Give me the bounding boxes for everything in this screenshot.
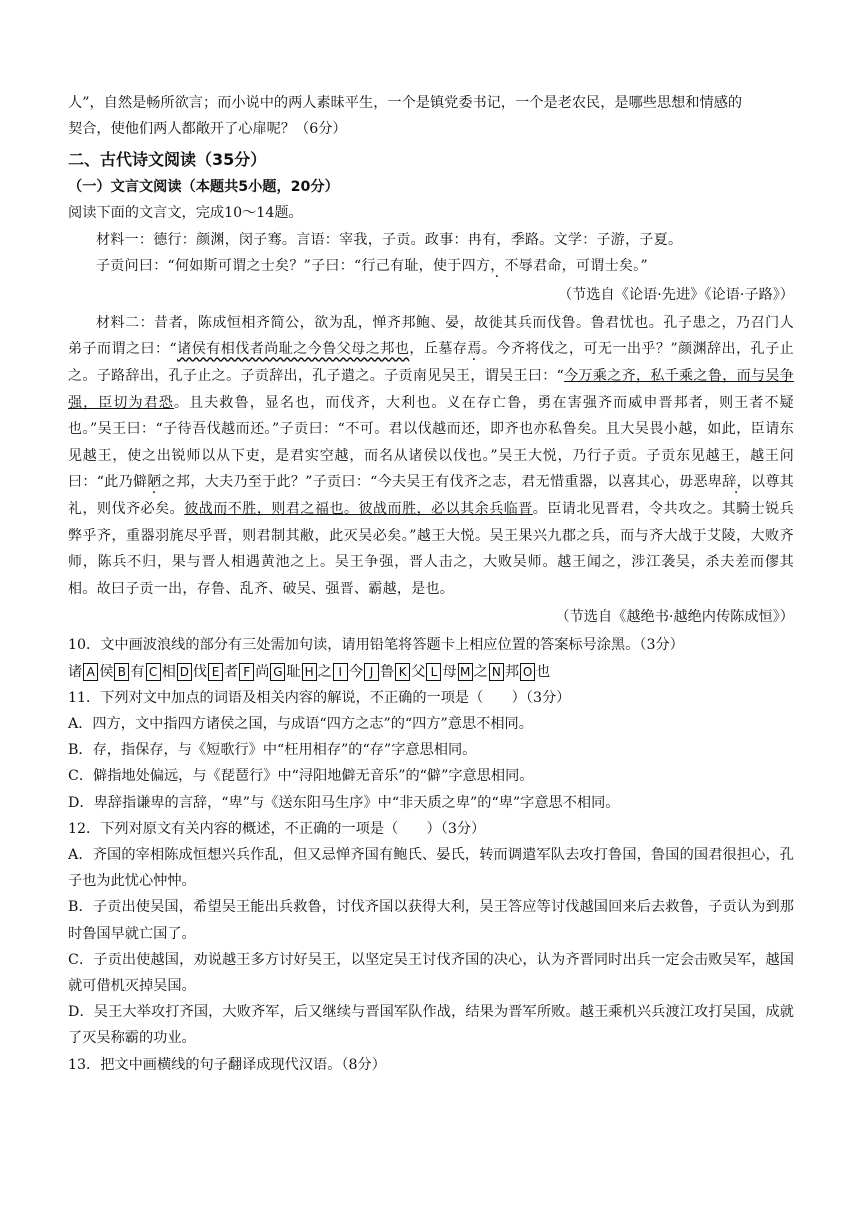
q10-char: 耻 xyxy=(286,663,301,680)
q10-char: 有 xyxy=(130,663,145,680)
q10-answer-box-a[interactable]: A xyxy=(83,663,98,681)
question-10-answer-boxes xyxy=(68,659,794,685)
dotted-word-pi: 僻 xyxy=(132,474,148,491)
material-two xyxy=(68,310,794,603)
q10-char: 相 xyxy=(161,663,176,680)
material-one-line-1: 材料一：德行：颜渊，闵子骞。言语：宰我，子贡。政事：冉有，季路。文学：子游，子夏。 xyxy=(96,231,683,248)
q10-char: 伐 xyxy=(192,663,208,680)
q12-option-c[interactable]: C．子贡出使越国，劝说越王多方讨好吴王，以坚定吴王讨伐齐国的决心，认为齐晋同时出兵一定会击败吴军，越国就可借机灭掉吴国。 xyxy=(68,951,794,995)
q10-answer-box-e[interactable]: E xyxy=(208,663,223,681)
material-one-text-b: ，不辱君命，可谓士矣。” xyxy=(490,258,648,275)
q10-char: 诸 xyxy=(68,663,83,680)
q10-char: 父 xyxy=(411,663,426,680)
question-12-stem: 12．下列对原文有关内容的概述，不正确的一项是（ ）（3分） xyxy=(68,820,486,837)
q10-char: 鲁 xyxy=(380,663,395,680)
m2-text-4: 。且夫救鲁，显名也，而伐齐，大利也。义在存亡鲁，勇在害强齐而威申晋邦者，则王者不疑也。”吴王曰：“子待吾伐越而还。”子贡曰：“不可。君以伐越而还，即齐也亦私鲁矣。且大吴畏小越，如此，臣请东见越王，使之出锐师以从下吏，是君实空越，而名从诸侯以伐也。”吴王大悦，乃行子贡。子贡东见越王，越王问曰：“此乃 xyxy=(68,394,794,491)
q10-char: 邦 xyxy=(504,663,520,680)
question-11-stem: 11．下列对文中加点的词语及相关内容的解说，不正确的一项是（ ）（3分） xyxy=(68,689,571,706)
q10-answer-box-b[interactable]: B xyxy=(114,663,129,681)
q10-answer-box-h[interactable]: H xyxy=(302,663,317,681)
q10-answer-box-g[interactable]: G xyxy=(270,663,285,681)
underlined-sentence-2: 彼战而不胜，则君之福也。彼战而胜，必以其余兵临晋 xyxy=(184,500,533,517)
intro-line-1: 人”，自然是畅所欲言；而小说中的两人素昧平生，一个是镇党委书记，一个是老农民，是哪些思想和情感的 xyxy=(68,95,743,111)
reading-instruction: 阅读下面的文言文，完成10～14题。 xyxy=(68,205,303,222)
m2-text-2: ，丘墓 xyxy=(409,341,453,358)
q10-answer-box-f[interactable]: F xyxy=(239,663,254,681)
q11-option-b[interactable]: B．存，指保存，与《短歌行》中“枉用相存”的“存”字意思相同。 xyxy=(68,742,477,759)
m2-text-6: ，以尊其礼，则伐齐必矣。 xyxy=(68,474,794,517)
intro-line-2: 契合，使他们两人都敞开了心扉呢？（6分） xyxy=(68,121,347,138)
exam-page xyxy=(68,90,794,1078)
q10-char: 尚 xyxy=(255,663,270,680)
question-13-stem: 13．把文中画横线的句子翻译成现代汉语。（8分） xyxy=(68,1056,386,1073)
q10-answer-box-k[interactable]: K xyxy=(395,663,410,681)
m2-text-5: 陋之邦，大夫乃至于此？”子贡曰：“今夫吴王有伐齐之志，君无惜重器，以喜其心，毋恶 xyxy=(147,474,708,491)
wavy-underlined-sentence: 诸侯有相伐者尚耻之今鲁父母之邦也 xyxy=(177,341,410,358)
q12-option-d[interactable]: D．吴王大举攻打齐国，大败齐军，后又继续与晋国军队作战，结果为晋军所败。越王乘机兴兵渡江攻打吴国，成就了灭吴称霸的功业。 xyxy=(68,1004,794,1047)
q10-answer-box-l[interactable]: L xyxy=(426,663,441,681)
q10-answer-box-c[interactable]: C xyxy=(146,663,161,681)
q10-answer-box-m[interactable]: M xyxy=(458,663,473,681)
q10-answer-box-j[interactable]: J xyxy=(364,663,379,681)
q10-answer-box-n[interactable]: N xyxy=(489,663,504,681)
subsection-title: （一）文言文阅读（本题共5小题，20分） xyxy=(68,179,339,196)
q10-char: 母 xyxy=(442,663,457,680)
q10-char: 也 xyxy=(536,663,551,680)
q10-answer-box-o[interactable]: O xyxy=(520,663,535,681)
q10-char: 今 xyxy=(348,663,364,680)
q11-option-a[interactable]: A．四方，文中指四方诸侯之国，与成语“四方之志”的“四方”意思不相同。 xyxy=(68,716,533,733)
q10-answer-box-i[interactable]: I xyxy=(333,663,348,681)
question-10-stem: 10．文中画波浪线的部分有三处需加句读，请用铅笔将答题卡上相应位置的答案标号涂黑。（3分） xyxy=(68,637,684,654)
material-one-text-a: 子贡问曰：“何如斯可谓之士矣？”子曰：“行己有耻，使于四 xyxy=(96,258,476,275)
q12-option-b[interactable]: B．子贡出使吴国，希望吴王能出兵救鲁，讨伐齐国以获得大利，吴王答应等讨伐越国回来后去救鲁，子贡认为到那时鲁国早就亡国了。 xyxy=(68,899,794,942)
dotted-word-cun: 存 xyxy=(452,341,468,358)
q11-option-c[interactable]: C．僻指地处偏远，与《琵琶行》中“浔阳地僻无音乐”的“僻”字意思相同。 xyxy=(68,768,534,785)
q10-char: 之 xyxy=(317,663,332,680)
q10-char: 之 xyxy=(473,663,488,680)
m2-text-1: 材料二：昔者，陈成恒相齐简公，欲为乱，惮齐邦鲍、晏，故徙其兵而伐鲁。鲁君忧也。孔子患之，乃召门人弟子而谓之曰：“ xyxy=(68,314,794,358)
q10-answer-box-d[interactable]: D xyxy=(177,663,192,681)
q10-char: 侯 xyxy=(99,663,114,680)
section-title: 二、古代诗文阅读（35分） xyxy=(68,150,267,170)
m2-text-7: 。臣请北见晋君，令共攻之。其騎士锐兵弊乎齐，重器羽旄尽乎晋，则君制其敝，此灭吴必矣。”越王大悦。吴王果兴九郡之兵，而与齐大战于艾陵，大败齐师，陈兵不归，果与晋人相遇黄池之上。吴王争强，晋人击之，大败吴师。越王闻之，涉江袭吴，杀夫差而僇其相。故曰子贡一出，存鲁、乱齐、破吴、强晋、霸越，是也。 xyxy=(68,500,795,597)
material-one-source: （节选自《论语·先进》《论语·子路》） xyxy=(557,286,794,303)
q11-option-d[interactable]: D．卑辞指谦卑的言辞，“卑”与《送东阳马生序》中“非天质之卑”的“卑”字意思不相同。 xyxy=(68,794,620,811)
m2-text-3: 焉。今齐将伐之，可无一出乎？”颜渊辞出，孔子止之。子路辞出，孔子止之。子贡辞出，孔子遣之。子贡南见吴王，谓吴王曰：“ xyxy=(68,341,794,384)
underlined-sentence-1: 今万乘之齐，私千乘之鲁，而与吴争强，臣切为君恐 xyxy=(68,367,794,411)
material-one-line-2 xyxy=(68,253,794,280)
q12-option-a[interactable]: A．齐国的宰相陈成恒想兴兵作乱，但又忌惮齐国有鲍氏、晏氏，转而调遣军队去攻打鲁国，鲁国的国君很担心，孔子也为此忧心忡忡。 xyxy=(68,847,794,890)
q10-char: 者 xyxy=(224,663,239,680)
material-two-source: （节选自《越绝书·越绝内传陈成恒》） xyxy=(555,609,794,626)
dotted-word-beici: 卑辞 xyxy=(707,474,737,491)
dotted-word-sifang: 方 xyxy=(475,258,491,275)
